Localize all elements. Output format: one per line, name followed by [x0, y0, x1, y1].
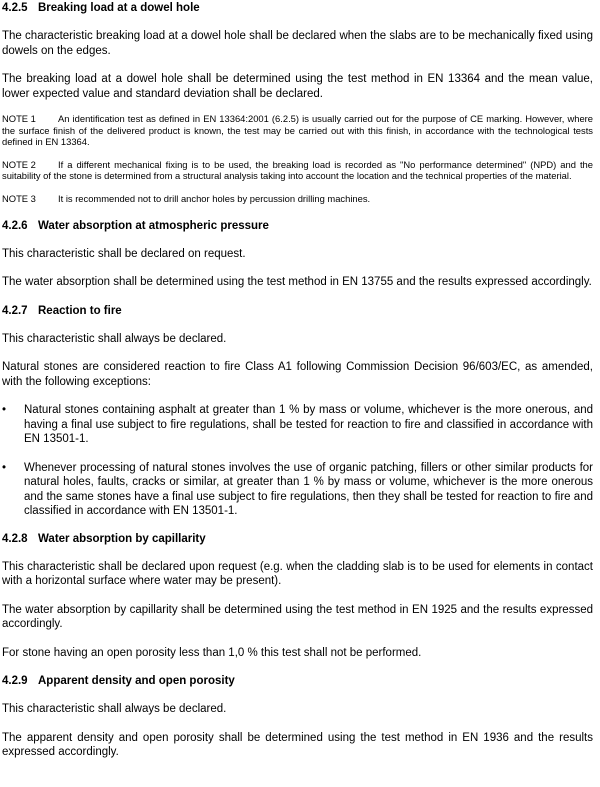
section-title: Water absorption at atmospheric pressure — [38, 219, 269, 232]
list-item-text: Whenever processing of natural stones involves the use of organic patching, fillers or other similar products for natural holes, faults, cracks or similar, at greater than 1 % by mass or volume, whichever is the more onerous and the same stones have a final use subject to fire regulations, then they shall be tested for reaction to fire and classified in accordance with EN 13501-1. — [24, 461, 593, 518]
list-item — [2, 461, 593, 519]
note — [2, 159, 593, 182]
section-number: 4.2.5 — [2, 2, 28, 14]
note-label: NOTE 1 — [2, 113, 36, 124]
exceptions-list — [2, 403, 593, 519]
paragraph: Natural stones are considered reaction to fire Class A1 following Commission Decision 96/603/EC, as amended, with the following exceptions: — [2, 361, 593, 388]
paragraph: This characteristic shall be declared upon request (e.g. when the cladding slab is to be used for elements in contact with a horizontal surface where water may be present). — [2, 560, 593, 588]
section-title: Water absorption by capillarity — [38, 532, 206, 545]
paragraph: The breaking load at a dowel hole shall be determined using the test method in EN 13364 and the mean value, lower expected value and standard deviation shall be declared. — [2, 73, 593, 100]
bullet-icon: • — [2, 461, 7, 474]
section-heading — [2, 532, 593, 546]
note-text: An identification test as defined in EN 13364:2001 (6.2.5) is usually carried out for the purpose of CE marking. However, where the surface finish of the delivered product is known, the test may be carried out with this finish, in accordance with the technological tests defined in EN 13364. — [2, 113, 593, 148]
note-text: If a different mechanical fixing is to be used, the breaking load is recorded as "No performance determined" (NPD) and the suitability of the stone is determined from a structural analysis taking into account the location and the technical properties of the material. — [2, 158, 593, 182]
paragraph: The apparent density and open porosity shall be determined using the test method in EN 1936 and the results expressed accordingly. — [2, 731, 593, 759]
list-item-text: Natural stones containing asphalt at greater than 1 % by mass or volume, whichever is the more onerous, and having a final use subject to fire regulations, shall be tested for reaction to fire and classified in accordance with EN 13501-1. — [24, 404, 593, 446]
paragraph: This characteristic shall always be declared. — [2, 332, 227, 345]
section-title: Reaction to fire — [38, 304, 122, 317]
section-title: Apparent density and open porosity — [38, 675, 235, 688]
note-label: NOTE 2 — [2, 158, 36, 170]
paragraph: This characteristic shall always be declared. — [2, 703, 227, 716]
paragraph: The water absorption shall be determined using the test method in EN 13755 and the results expressed accordingly. — [2, 276, 592, 289]
note-text: It is recommended not to drill anchor holes by percussion drilling machines. — [58, 192, 371, 204]
section-heading — [2, 674, 593, 688]
list-item — [2, 403, 593, 447]
paragraph: For stone having an open porosity less than 1,0 % this test shall not be performed. — [2, 646, 422, 659]
section-number: 4.2.8 — [2, 532, 28, 545]
section-number: 4.2.6 — [2, 219, 28, 232]
paragraph: The characteristic breaking load at a dowel hole shall be declared when the slabs are to be mechanically fixed using dowels on the edges. — [2, 30, 593, 57]
note-label: NOTE 3 — [2, 192, 36, 204]
section-number: 4.2.9 — [2, 675, 28, 688]
note — [2, 113, 593, 148]
bullet-icon: • — [2, 404, 7, 417]
paragraph: The water absorption by capillarity shall be determined using the test method in EN 1925 and the results expressed accordingly. — [2, 603, 593, 631]
section-heading — [2, 1, 593, 15]
section-heading — [2, 304, 593, 318]
section-number: 4.2.7 — [2, 304, 28, 317]
paragraph: This characteristic shall be declared on request. — [2, 247, 246, 260]
note — [2, 193, 593, 205]
section-heading — [2, 219, 593, 233]
section-title: Breaking load at a dowel hole — [38, 2, 200, 14]
